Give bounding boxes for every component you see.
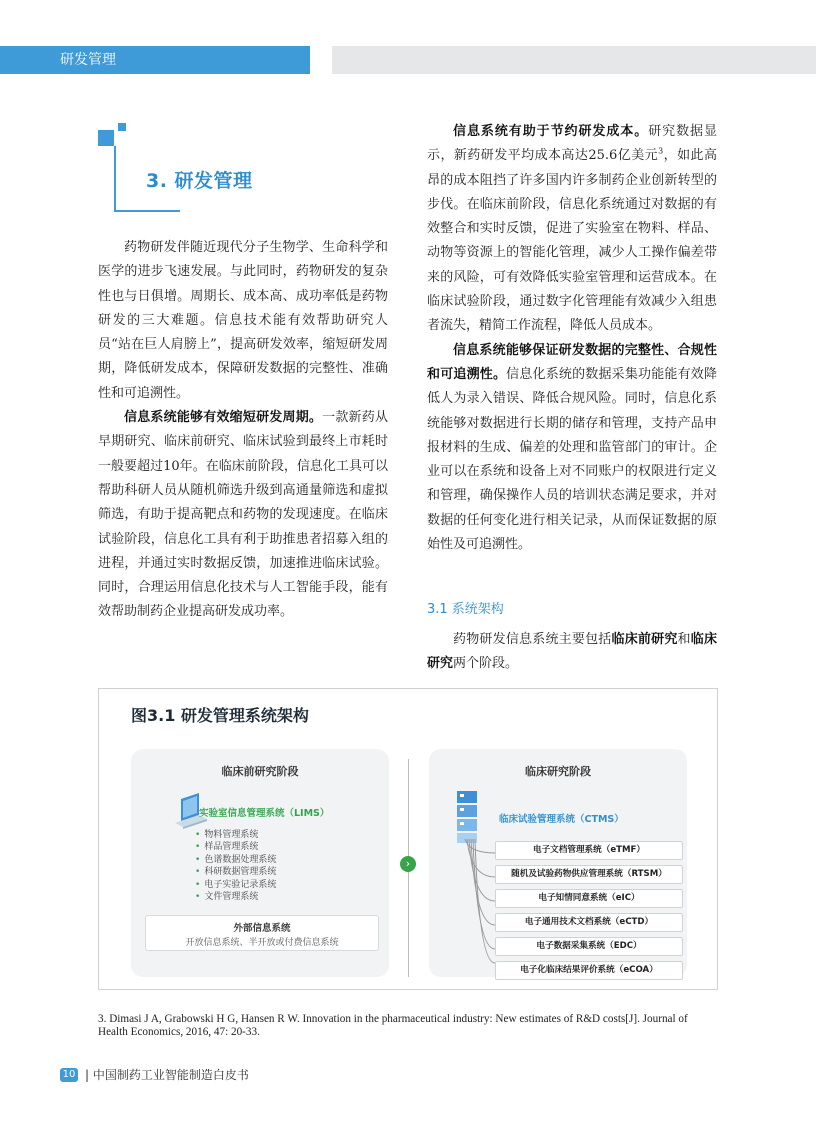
right-column-lower bbox=[427, 628, 717, 677]
list-item: • 电子实验记录系统 bbox=[195, 879, 276, 891]
footer-title: | 中国制药工业智能制造白皮书 bbox=[85, 1068, 249, 1082]
lims-label: 实验室信息管理系统（LIMS） bbox=[199, 808, 330, 819]
connector-lines bbox=[459, 839, 499, 969]
left-paragraph-1: 药物研发伴随近现代分子生物学、生命科学和医学的进步飞速发展。与此同时，药物研发的复杂性也与日俱增。周期长、成本高、成功率低是药物研发的三大难题。信息技术能有效帮助研究人员“站在巨人肩膀上”，提高研发效率，缩短研发周期，降低研发成本，保障研发数据的完整性、准确性和可追溯性。 bbox=[98, 240, 388, 401]
header-title: 研发管理 bbox=[60, 52, 116, 68]
right-paragraph-2-lead: 信息系统能够保证研发数据的完整性、合规性和可追溯性。 bbox=[427, 342, 717, 382]
list-item: • 样品管理系统 bbox=[195, 841, 276, 853]
ctms-label: 临床试验管理系统（CTMS） bbox=[499, 814, 624, 825]
p3-bold-preclinical: 临床前研究 bbox=[611, 632, 678, 647]
chevron-right-icon: › bbox=[400, 856, 416, 872]
right-paragraph-1-body-b: ，如此高昂的成本阻挡了许多国内许多制药企业创新转型的步伐。在临床前阶段，信息化系统通过对数据的有效整合和实时反馈，促进了实验室在物料、样品、动物等资源上的智能化管理，减少人工操作偏差带来的风险，可有效降低实验室管理和运营成本。在临床试验阶段，通过数字化管理能有效减少入组患者流失，精简工作流程，降低人员成本。 bbox=[427, 148, 717, 334]
page-number: 10 bbox=[60, 1068, 78, 1082]
p3-bold-clinical: 临床研究 bbox=[427, 632, 717, 672]
p3-a: 药物研发信息系统主要包括 bbox=[453, 632, 612, 647]
ectd-box: 电子通用技术文档系统（eCTD） bbox=[495, 913, 683, 932]
header-gray-bar bbox=[332, 46, 816, 74]
title-decoration-small-square bbox=[118, 123, 126, 131]
subsection-heading: 3.1 系统架构 bbox=[427, 602, 504, 617]
right-paragraph-2-body: 信息化系统的数据采集功能能有效降低人为录入错误、降低合规风险。同时，信息化系统能够对数据进行长期的储存和管理，支持产品申报材料的生成、偏差的处理和监管部门的审计。企业可以在系统和设备上对不同账户的权限进行定义和管理，确保操作人员的培训状态满足要求，并对数据的任何变化进行相关记录，从而保证数据的原始性及可追溯性。 bbox=[427, 366, 717, 553]
external-systems-box bbox=[145, 915, 379, 951]
left-paragraph-2-lead: 信息系统能够有效缩短研发周期。 bbox=[124, 410, 323, 426]
right-paragraph-3 bbox=[427, 628, 717, 677]
list-item: • 物料管理系统 bbox=[195, 829, 276, 841]
lims-subsystems bbox=[195, 829, 276, 903]
figure-title: 图3.1 研发管理系统架构 bbox=[131, 706, 309, 725]
section-title: 3. 研发管理 bbox=[146, 170, 253, 192]
external-systems-title: 外部信息系统 bbox=[233, 923, 291, 934]
edc-box: 电子数据采集系统（EDC） bbox=[495, 937, 683, 956]
footnote: 3. Dimasi J A, Grabowski H G, Hansen R W. Innovation in the pharmaceutical industry: New estimates of R&D costs[J]. Journal of Health Economics, 2016, 47: 20-33. bbox=[98, 1013, 688, 1039]
right-paragraph-1-lead: 信息系统有助于节约研发成本。 bbox=[453, 124, 649, 139]
clinical-title: 临床研究阶段 bbox=[525, 765, 591, 778]
list-item: • 文件管理系统 bbox=[195, 891, 276, 903]
title-decoration-square bbox=[98, 130, 114, 146]
p3-c: 两个阶段。 bbox=[453, 656, 519, 672]
footnote-ref[interactable]: 3 bbox=[658, 146, 664, 156]
external-systems-subtitle: 开放信息系统、半开放或付费信息系统 bbox=[185, 938, 339, 948]
architecture-figure bbox=[98, 688, 718, 990]
preclinical-title: 临床前研究阶段 bbox=[221, 765, 299, 778]
right-paragraph-1 bbox=[427, 120, 717, 339]
rtsm-box: 随机及试验药物供应管理系统（RTSM） bbox=[495, 865, 683, 884]
right-paragraph-1-body-a: 研究数据显示，新药研发平均成本高达25.6亿美元 bbox=[427, 124, 717, 164]
preclinical-panel bbox=[131, 749, 389, 977]
left-paragraph-2-body: 一款新药从早期研究、临床前研究、临床试验到最终上市耗时一般要超过10年。在临床前阶段，信息化工具可以帮助科研人员从随机筛选升级到高通量筛选和虚拟筛选，有助于提高靶点和药物的发现速度。在临床试验阶段，信息化工具有利于助推患者招募入组的进程，并通过实时数据反馈，加速推进临床试验。同时，合理运用信息化技术与人工智能手段，能有效帮助制药企业提高研发成功率。 bbox=[98, 410, 388, 620]
right-column bbox=[427, 120, 717, 557]
clinical-panel bbox=[429, 749, 687, 977]
list-item: • 色谱数据处理系统 bbox=[195, 854, 276, 866]
eic-box: 电子知情同意系统（eIC） bbox=[495, 889, 683, 908]
server-stack-icon bbox=[453, 789, 481, 845]
ecoa-box: 电子化临床结果评价系统（eCOA） bbox=[495, 961, 683, 980]
right-paragraph-2 bbox=[427, 339, 717, 558]
left-paragraph-2 bbox=[98, 406, 388, 625]
header-bar bbox=[0, 46, 310, 74]
p3-b: 和 bbox=[677, 632, 691, 647]
left-column bbox=[98, 236, 388, 625]
list-item: • 科研数据管理系统 bbox=[195, 866, 276, 878]
etmf-box: 电子文档管理系统（eTMF） bbox=[495, 841, 683, 860]
